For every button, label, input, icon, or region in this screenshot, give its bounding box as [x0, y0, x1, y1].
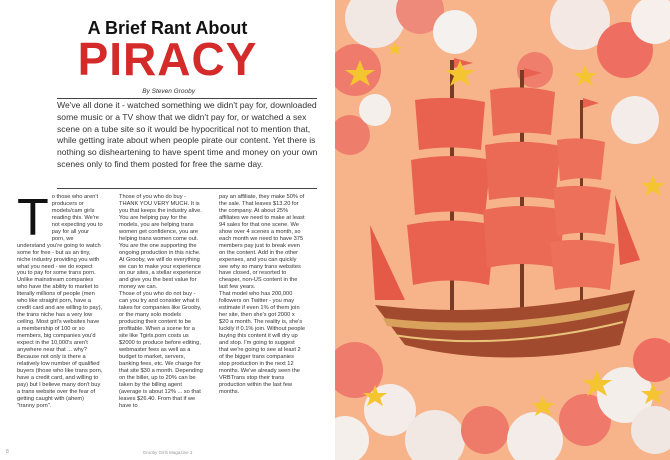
column-2-paragraph-1: Those of you who do buy - THANK YOU VERY MUCH. It is you that keeps the industry alive. You are helping pay for the models, you are helping trans women get confidence, you are helping trans women come out. You are the one supporting the ongoing production in this niche. At Grooby, we will do everything we can to make your experience on our sites, a stellar experience and give you the best value for money we can. — [119, 194, 202, 291]
column-1 — [17, 189, 103, 410]
page-number: 8 — [6, 449, 9, 455]
intro-paragraph: We've all done it - watched something we didn't pay for, downloaded some music or a TV show that we didn't pay for, or watched a sex scene on a tube site so it would be hypocritical not to mention that, while getting irate about when people pirate our content. Yet there is nothing so disheartening to have spent time and money on your own scenes only to find them posted for free the same day. — [57, 100, 318, 169]
column-3-paragraph-1: pay an affiliate, they make 50% of the sale. That leaves $13.20 for the company. At about 25% affiliates we need to make at least 94 sales for that one scene. We show over 4 scenes a month, so each month we need to have 375 members pay just to break even on the content. Add in the other expenses, and you can quickly see why so many trans websites have closed, or resorted to cheaper, non-US content in the last few years. — [219, 194, 305, 291]
column-2-paragraph-2: Those of you who do not buy - can you try and consider what it takes for companies like Grooby, or the many solo models producing their content to be profitable. When a scene for a site like Tgirls.porn costs us $2000 to produce before editing, webmaster fees as well as a budget to market, servers, banking fees, etc. We charge for that site $30 a month. Depending on the biller, up to 20% can be taken by the billing agent (average is about 12% ... so that leaves $26.40. From that if we have to — [119, 291, 203, 409]
ship-illustration — [335, 0, 670, 460]
column-1-text: o those who aren't producers or models/cam girls reading this. We're not expecting you to pay for all your porn, we understand you're going to watch some for free - but as an tiny, niche industry providing you with what you need - we do expect you to pay for some trans porn. Unlike mainstream companies who have the ability to market to literally millions of people (men who like straight porn, have a credit card and are willing to pay), the trans niche has a very low ceiling. Most girl's websites have a membership of 100 or so members, big companies you'd expect in the 10,000's aren't anywhere near that ... why? Because not only is there a relatively low number of qualified buyers (those who like trans porn, have a credit card, and willing to pay) but I believe many don't buy a trans website over the fear of getting caught with (ahem) "tranny porn". — [17, 194, 103, 409]
title-line-1: A Brief Rant About — [87, 18, 248, 38]
column-3-paragraph-2: That model who has 200,000 followers on Twitter - you may estimate if even 1% of them join her site, then she's got 2000 x $20 a month. The reality is, she's luckily if 0.1% join. Without people buying this content it will dry up and stop. I'm going to suggest that we're going to see at least 2 of the bigger trans companies stop production in the next 12 months. We've already seen the VRBTrans stop their trans production within the last few months. — [219, 291, 305, 395]
drop-cap: T — [17, 189, 49, 247]
footer-text: Grooby Girls Magazine 3 — [142, 450, 193, 455]
column-2 — [119, 194, 205, 410]
illustration-page — [335, 0, 670, 460]
title-line-2: PIRACY — [77, 33, 258, 85]
top-divider — [57, 98, 317, 99]
byline: By Steven Grooby — [142, 88, 195, 95]
column-3 — [219, 194, 305, 396]
bottom-divider — [57, 188, 317, 189]
